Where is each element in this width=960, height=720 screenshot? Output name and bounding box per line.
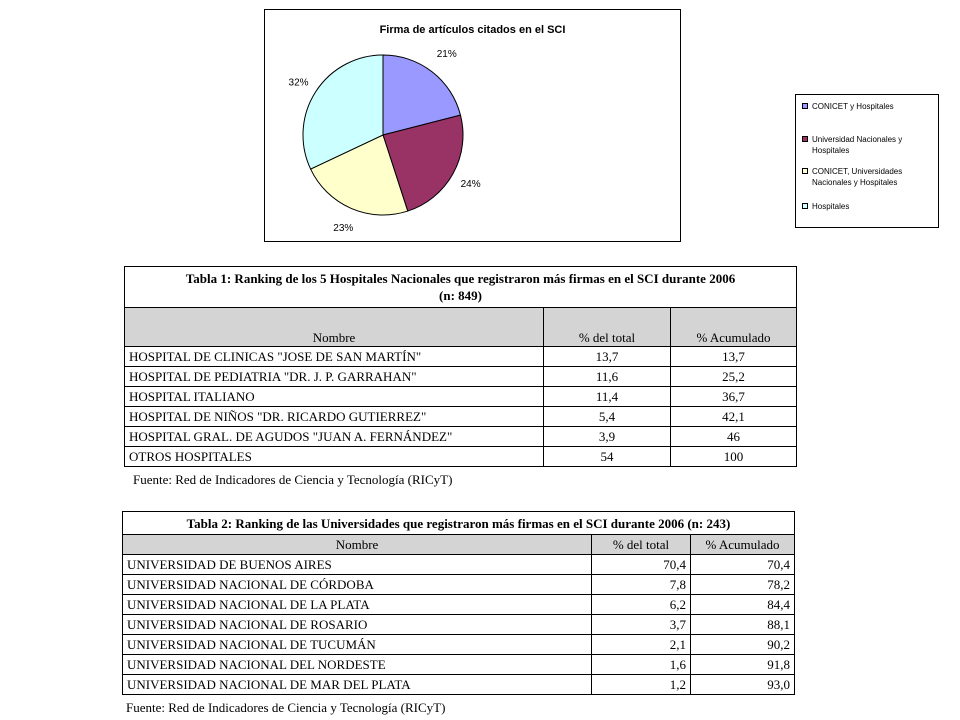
- table-hospitals-header-pct: % del total: [544, 308, 671, 347]
- table-universities-header-name: Nombre: [123, 535, 592, 555]
- table-universities-cell-pct: 7,8: [592, 575, 691, 595]
- chart-title: Firma de artículos citados en el SCI: [379, 24, 566, 36]
- table-universities-cell-cum: 70,4: [691, 555, 795, 575]
- legend-label: CONICET, Universidades Nacionales y Hospitales: [812, 167, 903, 187]
- chart-legend: [795, 94, 939, 228]
- table-universities-cell-pct: 1,6: [592, 655, 691, 675]
- legend-swatch: [802, 168, 808, 174]
- table-universities: [122, 511, 795, 695]
- legend-swatch: [802, 203, 808, 209]
- table-hospitals-caption: [125, 267, 797, 308]
- table-hospitals-source: Fuente: Red de Indicadores de Ciencia y Tecnología (RICyT): [133, 472, 453, 487]
- table-universities-cell-pct: 3,7: [592, 615, 691, 635]
- pie-slice-label: 21%: [436, 48, 457, 60]
- pie-slice-label: 24%: [460, 179, 481, 191]
- table-universities-cell-name: UNIVERSIDAD NACIONAL DEL NORDESTE: [123, 655, 592, 675]
- table-universities-row: [123, 555, 795, 575]
- table-universities-source: Fuente: Red de Indicadores de Ciencia y Tecnología (RICyT): [126, 700, 446, 715]
- legend-swatch: [802, 136, 808, 142]
- table-hospitals-cell-pct: 13,7: [544, 347, 671, 367]
- table-universities-caption: Tabla 2: Ranking de las Universidades que registraron más firmas en el SCI durante 2006 (n: 243): [123, 512, 795, 535]
- pie-slice-label: 32%: [288, 77, 309, 89]
- table-hospitals-cell-pct: 3,9: [544, 427, 671, 447]
- table-hospitals-cell-name: HOSPITAL DE NIÑOS "DR. RICARDO GUTIERREZ": [125, 407, 544, 427]
- table-hospitals-cell-name: HOSPITAL ITALIANO: [125, 387, 544, 407]
- table-universities-header-cum: % Acumulado: [691, 535, 795, 555]
- table-hospitals-cell-cum: 100: [671, 447, 797, 467]
- legend-label: Hospitales: [812, 202, 850, 211]
- table-universities-cell-cum: 84,4: [691, 595, 795, 615]
- legend-label: Universidad Nacionales y Hospitales: [812, 135, 903, 155]
- legend-swatch: [802, 103, 808, 109]
- table-hospitals-cell-cum: 13,7: [671, 347, 797, 367]
- table-universities-cell-cum: 93,0: [691, 675, 795, 695]
- table-universities-cell-name: UNIVERSIDAD NACIONAL DE CÓRDOBA: [123, 575, 592, 595]
- table-hospitals-cell-name: HOSPITAL DE PEDIATRIA "DR. J. P. GARRAHAN": [125, 367, 544, 387]
- table-universities-row: [123, 615, 795, 635]
- table-universities-cell-pct: 1,2: [592, 675, 691, 695]
- table-hospitals-row: [125, 427, 797, 447]
- table-universities-cell-name: UNIVERSIDAD NACIONAL DE TUCUMÁN: [123, 635, 592, 655]
- table-hospitals-row: [125, 347, 797, 367]
- table-hospitals-caption-line2: (n: 849): [439, 288, 482, 303]
- table-universities-row: [123, 635, 795, 655]
- table-universities-header-pct: % del total: [592, 535, 691, 555]
- table-universities-cell-pct: 70,4: [592, 555, 691, 575]
- table-hospitals-caption-line1: Tabla 1: Ranking de los 5 Hospitales Nacionales que registraron más firmas en el SCI durante 2006: [185, 271, 736, 286]
- table-universities-cell-cum: 90,2: [691, 635, 795, 655]
- table-universities-cell-name: UNIVERSIDAD NACIONAL DE MAR DEL PLATA: [123, 675, 592, 695]
- table-hospitals-header-name: Nombre: [125, 308, 544, 347]
- table-hospitals-row: [125, 387, 797, 407]
- table-hospitals-cell-pct: 54: [544, 447, 671, 467]
- table-universities-row: [123, 675, 795, 695]
- table-hospitals-cell-pct: 5,4: [544, 407, 671, 427]
- table-universities-cell-cum: 91,8: [691, 655, 795, 675]
- table-hospitals-row: [125, 367, 797, 387]
- table-hospitals: [124, 266, 797, 467]
- table-hospitals-header-cum: % Acumulado: [671, 308, 797, 347]
- table-universities-cell-name: UNIVERSIDAD DE BUENOS AIRES: [123, 555, 592, 575]
- table-universities-cell-pct: 2,1: [592, 635, 691, 655]
- table-hospitals-cell-name: OTROS HOSPITALES: [125, 447, 544, 467]
- pie-slice-label: 23%: [333, 222, 354, 234]
- table-hospitals-row: [125, 447, 797, 467]
- table-hospitals-row: [125, 407, 797, 427]
- table-universities-cell-name: UNIVERSIDAD NACIONAL DE LA PLATA: [123, 595, 592, 615]
- table-hospitals-cell-pct: 11,4: [544, 387, 671, 407]
- table-hospitals-cell-cum: 36,7: [671, 387, 797, 407]
- table-hospitals-cell-name: HOSPITAL GRAL. DE AGUDOS "JUAN A. FERNÁNDEZ": [125, 427, 544, 447]
- table-universities-row: [123, 655, 795, 675]
- table-universities-cell-cum: 78,2: [691, 575, 795, 595]
- table-hospitals-cell-cum: 46: [671, 427, 797, 447]
- table-universities-cell-name: UNIVERSIDAD NACIONAL DE ROSARIO: [123, 615, 592, 635]
- table-hospitals-cell-pct: 11,6: [544, 367, 671, 387]
- table-universities-cell-pct: 6,2: [592, 595, 691, 615]
- table-hospitals-cell-name: HOSPITAL DE CLINICAS "JOSE DE SAN MARTÍN": [125, 347, 544, 367]
- table-universities-cell-cum: 88,1: [691, 615, 795, 635]
- pie-chart: [265, 10, 680, 241]
- table-hospitals-cell-cum: 42,1: [671, 407, 797, 427]
- pie-chart-panel: [264, 9, 903, 242]
- table-hospitals-cell-cum: 25,2: [671, 367, 797, 387]
- table-universities-row: [123, 575, 795, 595]
- legend-label: CONICET y Hospitales: [812, 102, 894, 111]
- table-universities-row: [123, 595, 795, 615]
